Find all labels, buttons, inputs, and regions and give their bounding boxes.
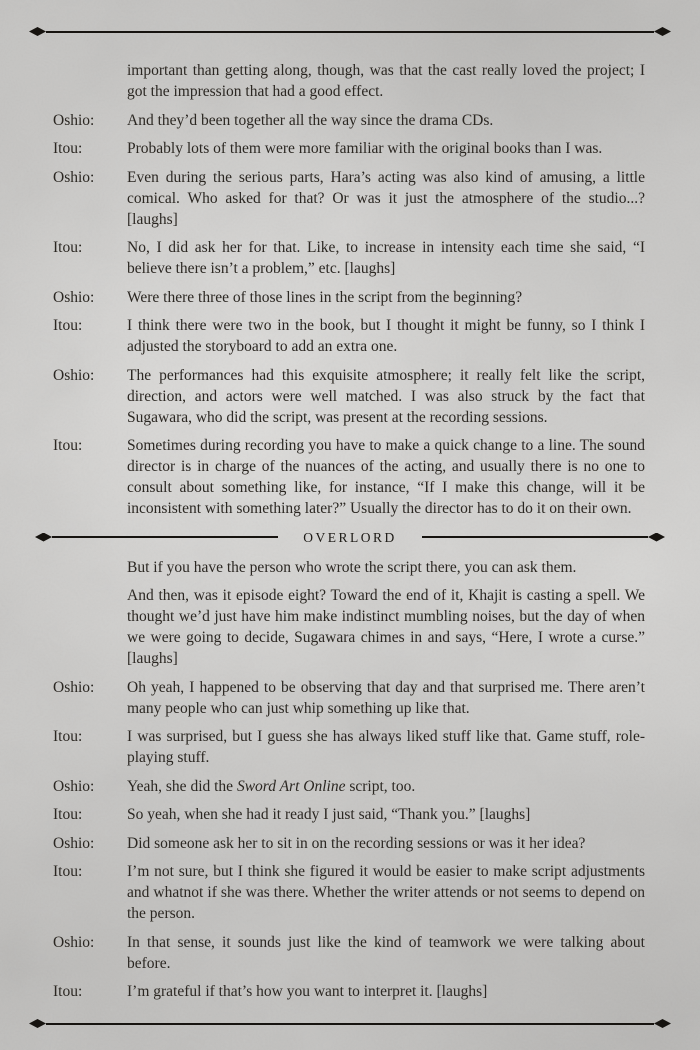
transcript-entry	[53, 861, 645, 924]
speech-text	[127, 932, 645, 974]
speech-text	[127, 60, 645, 102]
text-segment: Oh yeah, I happened to be observing that day and that surprised me. There aren’t many people who can just whip something up like that.	[127, 678, 645, 717]
speaker-label: Oshio:	[53, 777, 95, 795]
text-segment: important than getting along, though, was that the cast really loved the project; I got the impression that had a good effect.	[127, 62, 645, 100]
text-segment: Sometimes during recording you have to make a quick change to a line. The sound director is in charge of the nuances of the acting, and usually there is no one to consult about something like, for instance, “If I make this change, will it be inconsistent with something later?” Usually the director has to do it on their own.	[127, 437, 645, 517]
transcript-section-after	[53, 557, 645, 1003]
speech-text	[127, 804, 645, 825]
rule-line	[422, 536, 648, 538]
speech-text	[127, 726, 645, 768]
diamond-icon	[29, 1019, 46, 1028]
transcript-entry	[53, 138, 645, 159]
transcript-entry	[53, 726, 645, 768]
speaker-label: Itou:	[53, 239, 83, 256]
speech-text	[127, 585, 645, 669]
diamond-icon	[654, 27, 671, 36]
text-segment: So yeah, when she had it ready I just said, “Thank you.” [laughs]	[127, 806, 531, 823]
text-segment: The performances had this exquisite atmosphere; it really felt like the script, direction, and actors were well matched. I was also struck by the fact that Sugawara, who did the script, was present at the recording sessions.	[127, 366, 645, 426]
text-segment: I was surprised, but I guess she has always liked stuff like that. Game stuff, role-playing stuff.	[127, 728, 645, 766]
transcript-entry	[53, 60, 645, 102]
transcript-entry	[53, 585, 645, 669]
transcript-entry	[53, 833, 645, 854]
speaker-label: Oshio:	[53, 288, 95, 306]
diamond-icon	[35, 533, 52, 542]
text-segment: I’m grateful if that’s how you want to interpret it. [laughs]	[127, 983, 488, 1000]
transcript-entry	[53, 110, 645, 131]
speech-text	[127, 435, 645, 519]
speech-text	[127, 557, 645, 578]
speech-text	[127, 776, 645, 797]
speaker-label: Itou:	[53, 863, 83, 880]
text-segment: No, I did ask her for that. Like, to increase in intensity each time she said, “I believe there isn’t a problem,” etc. [laughs]	[127, 239, 645, 277]
speaker-label	[53, 557, 127, 578]
divider-title: OVERLORD	[303, 529, 397, 545]
transcript-entry	[53, 804, 645, 825]
transcript-entry	[53, 435, 645, 519]
top-rule	[29, 27, 671, 36]
bottom-rule	[29, 1019, 671, 1028]
speaker-label: Oshio:	[53, 933, 95, 951]
transcript-entry	[53, 287, 645, 308]
speech-text	[127, 237, 645, 279]
speech-text	[127, 110, 645, 131]
speech-text	[127, 315, 645, 357]
speaker-label: Itou:	[53, 728, 83, 745]
text-segment: Were there three of those lines in the script from the beginning?	[127, 288, 523, 306]
text-segment: And they’d been together all the way since the drama CDs.	[127, 111, 494, 129]
diamond-icon	[648, 533, 665, 542]
speaker-label: Oshio:	[53, 678, 95, 696]
transcript-section-before	[53, 60, 645, 519]
speech-text	[127, 365, 645, 428]
text-segment: I think there were two in the book, but I thought it might be funny, so I think I adjusted the storyboard to add an extra one.	[127, 317, 645, 355]
rule-line	[46, 31, 654, 33]
text-segment: I’m not sure, but I think she figured it would be easier to make script adjustments and whatnot if she was there. Whether the writer attends or not seems to depend on the person.	[127, 863, 645, 922]
text-segment: script, too.	[345, 777, 416, 795]
text-segment: Did someone ask her to sit in on the recording sessions or was it her idea?	[127, 834, 586, 852]
rule-line	[46, 1023, 654, 1025]
text-segment: Yeah, she did the	[127, 777, 237, 795]
text-segment: Probably lots of them were more familiar with the original books than I was.	[127, 140, 603, 157]
speaker-label: Itou:	[53, 983, 83, 1000]
speaker-label	[53, 585, 127, 669]
transcript-entry	[53, 932, 645, 974]
speaker-label: Itou:	[53, 140, 83, 157]
speaker-label: Oshio:	[53, 366, 95, 384]
text-segment: And then, was it episode eight? Toward the end of it, Khajit is casting a spell. We thought we’d just have him make indistinct mumbling noises, but the day of when we were going to decide, Sugawara chimes in and says, “Here, I wrote a curse.” [laughs]	[127, 587, 645, 667]
transcript-entry	[53, 557, 645, 578]
transcript-entry	[53, 981, 645, 1002]
transcript-entry	[53, 776, 645, 797]
rule-line	[52, 536, 278, 538]
section-divider	[35, 527, 665, 548]
diamond-icon	[29, 27, 46, 36]
text-segment: Even during the serious parts, Hara’s acting was also kind of amusing, a little comical. Who asked for that? Or was it just the atmosphere of the studio...? [laughs]	[127, 168, 645, 228]
transcript-entry	[53, 237, 645, 279]
text-segment: In that sense, it sounds just like the kind of teamwork we were talking about before.	[127, 933, 645, 972]
speech-text	[127, 861, 645, 924]
speech-text	[127, 167, 645, 230]
speaker-label: Itou:	[53, 317, 83, 334]
transcript	[53, 60, 645, 1010]
transcript-entry	[53, 365, 645, 428]
speaker-label: Oshio:	[53, 834, 95, 852]
speech-text	[127, 287, 645, 308]
transcript-entry	[53, 677, 645, 719]
speaker-label	[53, 60, 127, 102]
speech-text	[127, 981, 645, 1002]
speech-text	[127, 138, 645, 159]
italic-title: Sword Art Online	[236, 777, 346, 795]
speaker-label: Itou:	[53, 437, 83, 454]
speaker-label: Itou:	[53, 806, 83, 823]
speaker-label: Oshio:	[53, 111, 95, 129]
transcript-entry	[53, 167, 645, 230]
speaker-label: Oshio:	[53, 168, 95, 186]
speech-text	[127, 677, 645, 719]
diamond-icon	[654, 1019, 671, 1028]
text-segment: But if you have the person who wrote the script there, you can ask them.	[127, 558, 577, 576]
speech-text	[127, 833, 645, 854]
transcript-entry	[53, 315, 645, 357]
